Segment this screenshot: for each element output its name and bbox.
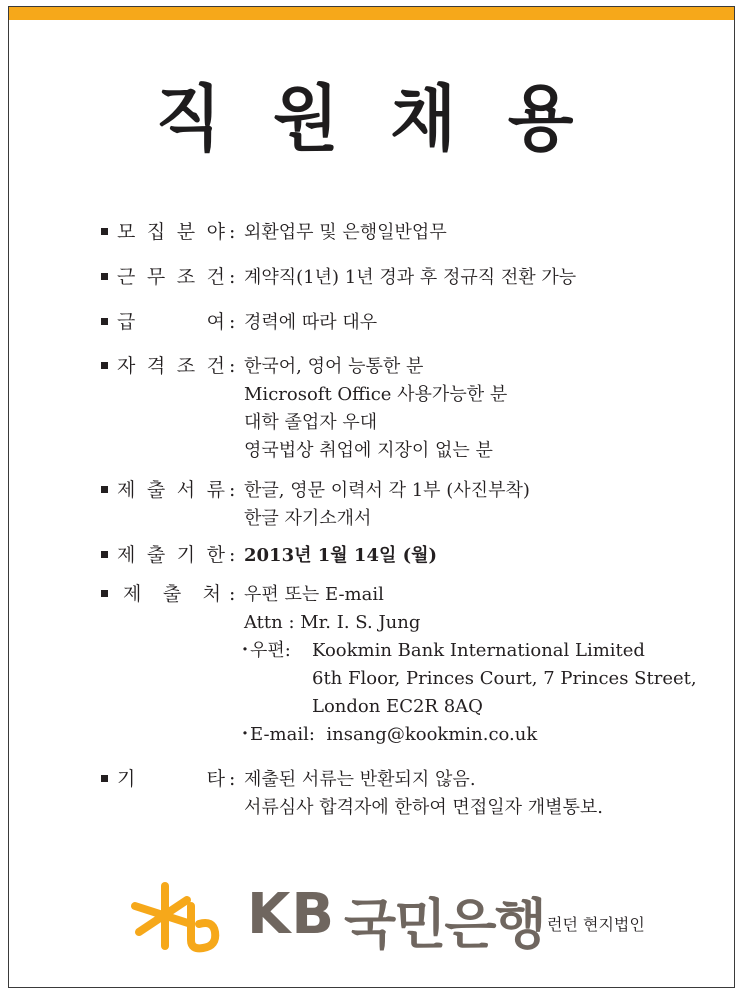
row-content: 한글, 영문 이력서 각 1부 (사진부착) 한글 자기소개서 xyxy=(244,480,530,529)
row-label: 근 무 조 건 xyxy=(117,266,225,288)
email-line: ・E-mail: insang@kookmin.co.uk xyxy=(236,721,697,749)
row-label: 급 여 xyxy=(117,311,225,333)
row-label: 모 집 분 야 xyxy=(117,221,225,243)
row-label: 제 출 처 xyxy=(123,583,221,605)
kb-star-icon xyxy=(127,880,227,960)
row-content: 제출된 서류는 반환되지 않음. 서류심사 합격자에 한하여 면접일자 개별통보. xyxy=(244,769,603,818)
posting-details xyxy=(9,7,734,987)
bullet-icon xyxy=(101,318,108,325)
bullet-icon xyxy=(101,590,108,597)
post-address: ・우편: Kookmin Bank International Limited xyxy=(236,637,697,665)
row-label: 제 출 기 한 xyxy=(117,544,225,566)
bullet-icon xyxy=(101,273,108,280)
colon: : xyxy=(229,768,236,790)
row-content: 한국어, 영어 능통한 분 Microsoft Office 사용가능한 분 대학 졸업자 우대 영국법상 취업에 지장이 없는 분 xyxy=(244,356,508,461)
colon: : xyxy=(229,221,236,243)
bullet-icon xyxy=(101,551,108,558)
colon: : xyxy=(229,355,236,377)
bullet-icon xyxy=(101,775,108,782)
bullet-icon xyxy=(101,486,108,493)
logo-kb-text: KB xyxy=(247,882,336,947)
row-label: 기 타 xyxy=(117,768,225,790)
bullet-icon xyxy=(101,362,108,369)
row-content: 계약직(1년) 1년 경과 후 정규직 전환 가능 xyxy=(244,267,577,288)
row-content: 2013년 1월 14일 (월) xyxy=(244,545,438,566)
colon: : xyxy=(229,479,236,501)
page-title: 직 원 채 용 xyxy=(155,78,588,162)
email-address: insang@kookmin.co.uk xyxy=(326,724,538,745)
colon: : xyxy=(229,544,236,566)
row-content: 경력에 따라 대우 xyxy=(244,312,378,333)
colon: : xyxy=(229,311,236,333)
colon: : xyxy=(229,266,236,288)
row-content: 우편 또는 E-mail Attn : Mr. I. S. Jung ・우편: Kookmin Bank International Limited 6th Floor, Princes Court, 7 Princes Street, London EC2R 8AQ ・E-mail: insang@kookmin.co.uk xyxy=(244,581,697,749)
bullet-dot-icon: ・ xyxy=(236,724,254,745)
bullet-icon xyxy=(101,228,108,235)
bullet-dot-icon: ・ xyxy=(236,640,254,661)
job-posting-frame xyxy=(8,6,735,988)
logo-bank-name: 국민은행 xyxy=(344,893,545,956)
colon: : xyxy=(229,583,236,605)
row-label: 제 출 서 류 xyxy=(117,479,225,501)
kb-logo xyxy=(127,880,667,960)
row-label: 자 격 조 건 xyxy=(117,355,225,377)
logo-branch-text: 런던 현지법인 xyxy=(547,915,645,934)
row-content: 외환업무 및 은행일반업무 xyxy=(244,222,447,243)
